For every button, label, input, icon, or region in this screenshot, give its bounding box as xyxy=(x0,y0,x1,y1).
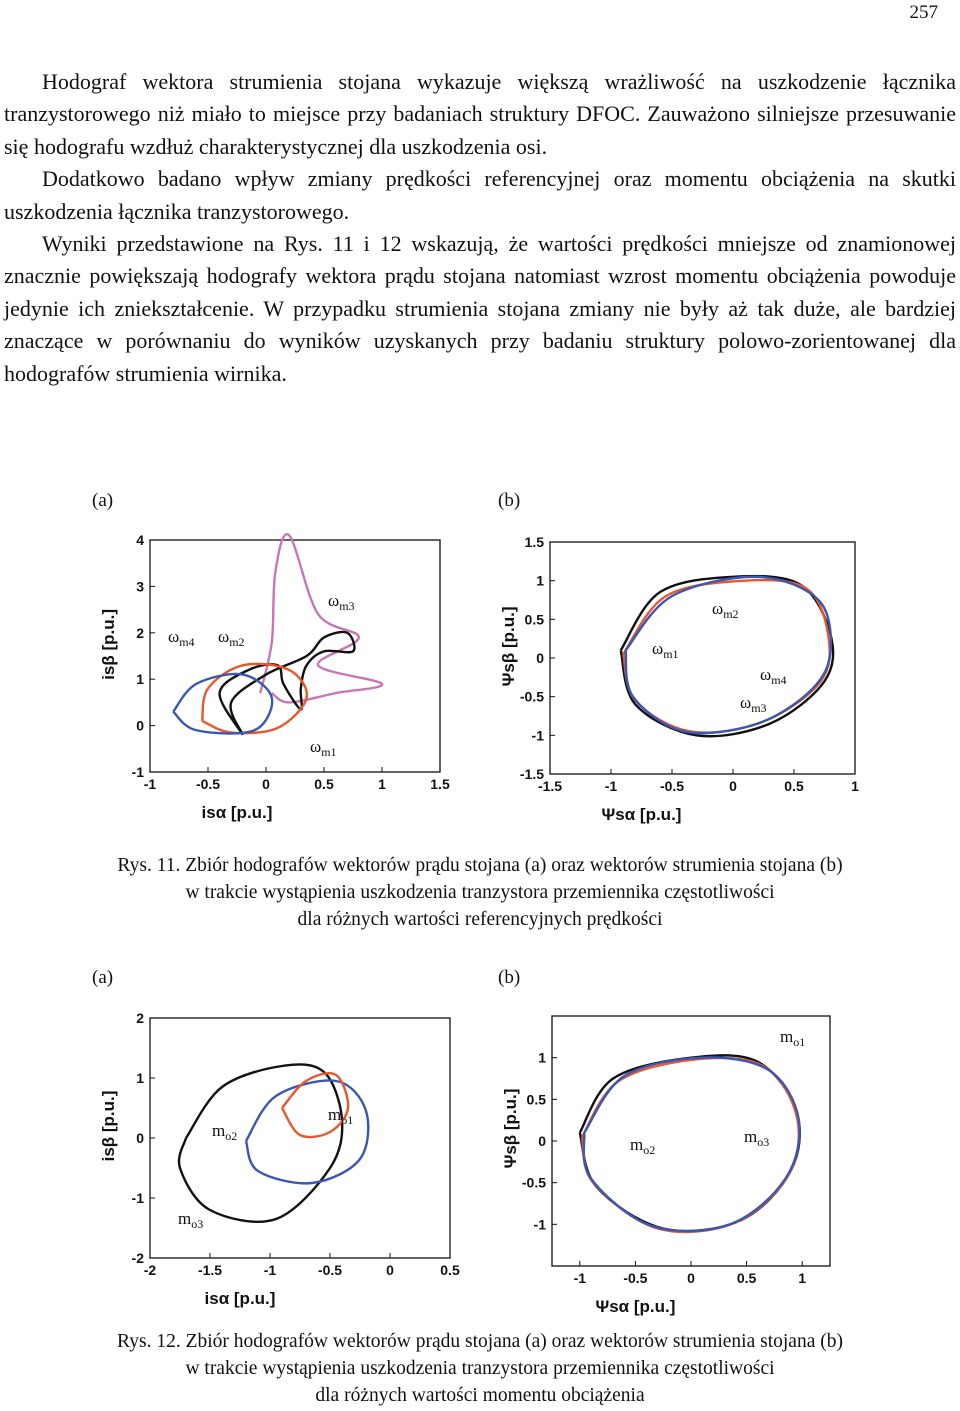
y-tick-label: 0 xyxy=(536,650,544,666)
x-tick-label: -1.5 xyxy=(197,1262,223,1278)
plot-frame xyxy=(550,542,855,774)
annotation: $\omega_{m3}$ xyxy=(328,591,355,613)
y-tick-label: 1 xyxy=(538,1049,546,1066)
y-tick-label: 0 xyxy=(538,1133,546,1149)
x-tick-label: 0.5 xyxy=(784,778,804,794)
x-tick-label: -0.5 xyxy=(195,776,221,792)
x-tick-label: -1 xyxy=(263,1262,277,1278)
y-axis-label: isβ [p.u.] xyxy=(99,608,118,680)
y-tick-label: 1 xyxy=(136,671,144,688)
annotation: $\omega_{m1}$ xyxy=(652,639,679,661)
series-black xyxy=(179,1064,342,1221)
y-tick-label: -1 xyxy=(533,1216,546,1233)
series-pink xyxy=(260,534,382,702)
annotation: $m_{o1}$ xyxy=(328,1105,354,1127)
annotation: $m_{o3}$ xyxy=(178,1209,204,1231)
y-tick-label: 1 xyxy=(136,1070,144,1086)
y-tick-label: -0.5 xyxy=(519,688,544,705)
y-tick-label: 1 xyxy=(536,572,544,589)
annotation: $\omega_{m1}$ xyxy=(310,737,337,759)
y-axis-label: Ψsβ [p.u.] xyxy=(499,606,518,687)
x-axis-label: isα [p.u.] xyxy=(201,803,273,822)
fig11-label-a: (a) xyxy=(92,490,114,511)
annotation: $\omega_{m3}$ xyxy=(740,693,767,715)
annotation: $\omega_{m4}$ xyxy=(168,627,195,649)
y-tick-label: -1.5 xyxy=(519,766,544,782)
x-tick-label: -0.5 xyxy=(623,1270,648,1286)
fig12a-chart xyxy=(100,1008,470,1308)
annotation: $m_{o3}$ xyxy=(744,1127,770,1149)
annotation: $m_{o2}$ xyxy=(212,1121,238,1143)
y-tick-label: 2 xyxy=(136,1010,144,1026)
x-tick-label: -2 xyxy=(143,1262,157,1278)
annotation: $\omega_{m2}$ xyxy=(712,599,739,621)
fig11b-chart xyxy=(500,530,870,830)
x-tick-label: 1 xyxy=(851,778,859,794)
x-tick-label: 0 xyxy=(386,1262,394,1278)
y-tick-label: -2 xyxy=(131,1250,144,1266)
y-axis-label: Ψsβ [p.u.] xyxy=(501,1088,520,1169)
y-tick-label: 2 xyxy=(136,624,144,641)
fig12-label-a: (a) xyxy=(92,967,114,988)
x-tick-label: -0.5 xyxy=(317,1262,343,1278)
plot-frame xyxy=(150,540,440,772)
x-tick-label: 0.5 xyxy=(736,1270,757,1286)
y-tick-label: 1.5 xyxy=(524,534,544,550)
x-tick-label: -1 xyxy=(143,776,157,792)
y-axis-label: isβ [p.u.] xyxy=(99,1090,118,1162)
plot-frame xyxy=(552,1016,830,1266)
y-tick-label: 0.5 xyxy=(524,611,544,628)
paragraph-2: Dodatkowo badano wpływ zmiany prędkości referencyjnej oraz momentu obciążenia na skutki uszkodzenia łącznika tranzystorowego. xyxy=(4,166,956,224)
x-tick-label: -1 xyxy=(573,1270,587,1286)
annotation: $\omega_{m4}$ xyxy=(760,665,787,687)
x-tick-label: 0 xyxy=(729,778,737,794)
x-tick-label: 1.5 xyxy=(430,776,450,792)
annotation: $\omega_{m2}$ xyxy=(218,627,245,649)
fig12-caption-line2: w trakcie wystąpienia uszkodzenia tranzystora przemiennika częstotliwości xyxy=(185,1358,775,1379)
x-tick-label: 1 xyxy=(798,1270,807,1286)
fig12-caption-line1: Rys. 12. Zbiór hodografów wektorów prądu stojana (a) oraz wektorów strumienia stojana (b) xyxy=(117,1331,843,1352)
x-axis-label: Ψsα [p.u.] xyxy=(595,1297,676,1316)
y-tick-label: -1 xyxy=(531,727,544,744)
y-tick-label: -0.5 xyxy=(521,1174,546,1191)
annotation: $m_{o1}$ xyxy=(780,1027,806,1049)
annotation: $m_{o2}$ xyxy=(630,1135,656,1157)
fig12b-chart xyxy=(500,1008,860,1316)
y-tick-label: 4 xyxy=(136,532,144,548)
paragraph-1: Hodograf wektora strumienia stojana wykazuje większą wrażliwość na uszkodzenie łącznika tranzystorowego niż miało to miejsce przy badaniach struktury DFOC. Zauważono silniejsze przesuwanie się hodografu wzdłuż charakterystycznej dla uszkodzenia osi. xyxy=(4,69,956,159)
fig11-label-b: (b) xyxy=(498,490,521,511)
page-number: 257 xyxy=(909,2,938,23)
x-axis-label: Ψsα [p.u.] xyxy=(601,805,682,824)
fig11a-chart xyxy=(100,530,460,830)
y-tick-label: -1 xyxy=(131,764,144,780)
x-tick-label: -1.5 xyxy=(537,778,563,794)
x-tick-label: 0 xyxy=(262,776,270,792)
paragraph-3: Wyniki przedstawione na Rys. 11 i 12 wskazują, że wartości prędkości mniejsze od znamionowej znacznie powiększają hodografy wektora prądu stojana natomiast wzrost momentu obciążenia powoduje jedynie ich zniekształcenie. W przypadku strumienia stojana zmiany nie były aż tak duże, ale bardziej znaczące w porównaniu do wyników uzyskanych przy badaniu struktury polowo-zorientowanej dla hodografów strumienia wirnika. xyxy=(4,231,956,386)
x-tick-label: 0 xyxy=(687,1270,695,1286)
y-tick-label: 3 xyxy=(136,578,144,595)
x-tick-label: -0.5 xyxy=(659,778,685,794)
fig11-caption xyxy=(0,852,960,933)
fig12-caption-line3: dla różnych wartości momentu obciążenia xyxy=(315,1385,645,1406)
y-tick-label: 0 xyxy=(136,1130,144,1146)
x-tick-label: -1 xyxy=(604,778,618,794)
fig12-caption xyxy=(0,1328,960,1409)
fig11-caption-line1: Rys. 11. Zbiór hodografów wektorów prądu stojana (a) oraz wektorów strumienia stojana (b) xyxy=(117,855,843,876)
fig11-caption-line2: w trakcie wystąpienia uszkodzenia tranzystora przemiennika częstotliwości xyxy=(185,882,775,903)
x-tick-label: 0.5 xyxy=(440,1262,460,1278)
x-tick-label: 0.5 xyxy=(314,776,334,792)
y-tick-label: 0.5 xyxy=(526,1091,546,1108)
x-axis-label: isα [p.u.] xyxy=(204,1289,276,1308)
y-tick-label: 0 xyxy=(136,717,144,734)
body-text xyxy=(4,66,956,390)
fig12-label-b: (b) xyxy=(498,967,521,988)
series-blue xyxy=(246,1081,368,1184)
fig11-caption-line3: dla różnych wartości referencyjnych prędkości xyxy=(297,909,663,930)
y-tick-label: -1 xyxy=(131,1190,144,1206)
x-tick-label: 1 xyxy=(378,776,386,792)
